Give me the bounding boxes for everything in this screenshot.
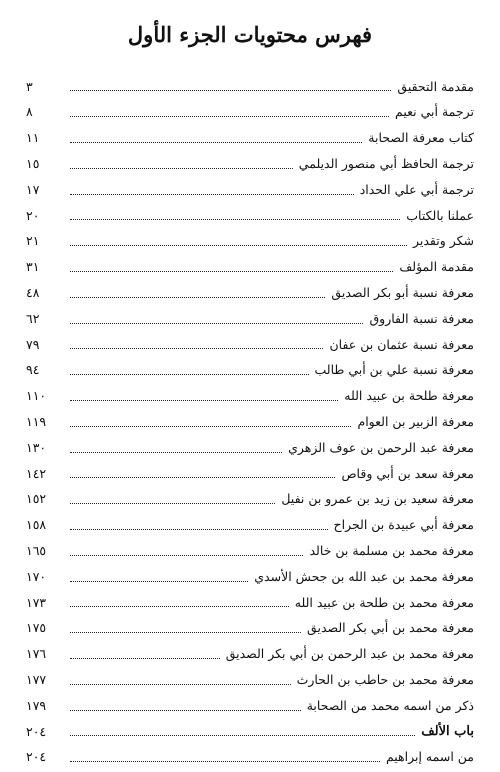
- toc-entry-page-number: ٢٠٤: [26, 723, 47, 739]
- toc-entry-page-number: ٢٠: [26, 207, 40, 223]
- toc-entry-label: معرفة عبد الرحمن بن عوف الزهري: [288, 439, 474, 455]
- toc-entry-label: شكر وتقدير: [412, 233, 474, 249]
- dot-leader: [70, 297, 325, 298]
- toc-entry: [26, 229, 474, 255]
- toc-entry-label: عملنا بالكتاب: [406, 207, 474, 223]
- toc-entry-page-number: ٤٨: [26, 285, 40, 301]
- toc-entry-page-number: ١٧: [26, 181, 40, 197]
- toc-entry-label: معرفة محمد بن عبد الله بن جحش الأسدي: [254, 568, 474, 584]
- toc-entry-page-number: ١٥: [26, 156, 40, 172]
- toc-entry: [26, 74, 474, 100]
- toc-entry-page-number: ١٧٦: [26, 646, 47, 662]
- toc-entry: [26, 667, 474, 693]
- dot-leader: [70, 658, 220, 659]
- dot-leader: [70, 90, 391, 91]
- dot-leader: [70, 632, 301, 633]
- toc-entry: [26, 693, 474, 719]
- toc-entry-page-number: ٢٠٤: [26, 749, 47, 765]
- dot-leader: [70, 323, 363, 324]
- toc-entry-label: مقدمة التحقيق: [397, 78, 474, 94]
- dot-leader: [70, 684, 291, 685]
- dot-leader: [70, 503, 275, 504]
- toc-entry-page-number: ١١٩: [26, 414, 47, 429]
- dot-leader: [70, 581, 248, 582]
- toc-entry: [26, 564, 474, 590]
- toc-entry-label: معرفة محمد بن أبي بكر الصديق: [307, 620, 474, 636]
- toc-entry: [26, 513, 474, 539]
- toc-entry-page-number: ١٥٨: [26, 517, 47, 533]
- toc-entry-page-number: ٩٤: [26, 362, 40, 378]
- dot-leader: [70, 735, 415, 736]
- toc-entry-label: معرفة محمد بن عبد الرحمن بن أبي بكر الصديق: [225, 646, 474, 662]
- toc-entry-label: كتاب معرفة الصحابة: [368, 130, 474, 146]
- toc-entry-page-number: ١١٠: [26, 388, 47, 404]
- dot-leader: [70, 426, 351, 427]
- toc-entry: [26, 384, 474, 410]
- toc-entry-label: باب الألف: [421, 724, 474, 740]
- toc-entry-page-number: ٢١: [26, 233, 40, 249]
- toc-entry: [26, 177, 474, 203]
- dot-leader: [70, 116, 389, 117]
- dot-leader: [70, 710, 301, 711]
- toc-entry-label: معرفة طلحة بن عبيد الله: [344, 388, 474, 404]
- toc-entry: [26, 255, 474, 281]
- toc-entry-page-number: ١٧٠: [26, 568, 47, 584]
- toc-entry: [26, 332, 474, 358]
- toc-entry: [26, 616, 474, 642]
- toc-entry-label: معرفة محمد بن حاطب بن الحارث: [296, 671, 474, 687]
- toc-entry: [26, 487, 474, 513]
- toc-entry-page-number: ١٤٢: [26, 465, 47, 481]
- toc-entry-label: ترجمة أبي نعيم: [395, 104, 474, 120]
- toc-entry: [26, 745, 474, 771]
- toc-entry-label: معرفة سعيد بن زيد بن عمرو بن نفيل: [281, 491, 474, 507]
- toc-entry-page-number: ١٥٢: [26, 491, 47, 507]
- toc-entry-label: معرفة محمد بن مسلمة بن خالد: [309, 542, 474, 558]
- toc-entry-page-number: ١١: [26, 130, 40, 146]
- toc-entry-label: معرفة الزبير بن العوام: [357, 414, 474, 429]
- toc-entry: [26, 538, 474, 564]
- toc-entry: [26, 435, 474, 461]
- toc-entry-label: معرفة نسبة الفاروق: [369, 310, 474, 326]
- toc-entry-page-number: ٧٩: [26, 336, 40, 352]
- toc-entry-page-number: ١٣٠: [26, 439, 47, 455]
- toc-entry: [26, 590, 474, 616]
- toc-entry: [26, 151, 474, 177]
- dot-leader: [70, 194, 354, 195]
- toc-entry-page-number: ١٧٣: [26, 594, 47, 610]
- toc-entry: [26, 126, 474, 152]
- toc-entry: [26, 306, 474, 332]
- toc-entry-label: معرفة محمد بن طلحة بن عبيد الله: [294, 594, 474, 610]
- dot-leader: [70, 452, 282, 453]
- toc-entry-label: ترجمة الحافظ أبي منصور الديلمي: [298, 156, 474, 172]
- toc-entry-page-number: ١٧٩: [26, 697, 47, 713]
- toc-entry-page-number: ١٧٧: [26, 671, 47, 687]
- toc-entry: [26, 280, 474, 306]
- toc-entry-page-number: ٦٢: [26, 310, 40, 326]
- toc-entry: [26, 719, 474, 745]
- toc-entry: [26, 358, 474, 384]
- page-title: فهرس محتويات الجزء الأول: [127, 22, 373, 47]
- dot-leader: [70, 606, 289, 607]
- toc-entry: [26, 461, 474, 487]
- toc-entry-label: ذكر من اسمه محمد من الصحابة: [306, 697, 474, 713]
- toc-entry: [26, 203, 474, 229]
- toc-entry-label: معرفة أبي عبيدة بن الجراح: [333, 517, 474, 533]
- dot-leader: [70, 245, 407, 246]
- toc-entry-page-number: ٨: [26, 104, 33, 120]
- dot-leader: [70, 374, 309, 375]
- dot-leader: [70, 168, 293, 169]
- dot-leader: [70, 477, 335, 478]
- dot-leader: [70, 271, 393, 272]
- toc-entry: [26, 409, 474, 435]
- toc-entry-label: معرفة نسبة علي بن أبي طالب: [314, 362, 474, 378]
- toc-entry: [26, 100, 474, 126]
- toc-entry-label: ترجمة أبي علي الحداد: [359, 181, 474, 197]
- toc-entry-label: معرفة نسبة أبو بكر الصديق: [331, 285, 474, 301]
- toc-entry: [26, 642, 474, 668]
- toc-entry-page-number: ١٦٥: [26, 542, 47, 558]
- table-of-contents: [26, 74, 474, 771]
- toc-entry-page-number: ١٧٥: [26, 620, 47, 636]
- dot-leader: [70, 219, 400, 220]
- toc-entry-label: معرفة نسبة عثمان بن عفان: [329, 336, 474, 352]
- dot-leader: [70, 400, 338, 401]
- dot-leader: [70, 555, 303, 556]
- dot-leader: [70, 348, 323, 349]
- toc-entry-label: مقدمة المؤلف: [399, 259, 474, 275]
- toc-entry-page-number: ٣١: [26, 259, 40, 275]
- toc-entry-label: من اسمه إبراهيم: [385, 749, 474, 765]
- dot-leader: [70, 761, 380, 762]
- dot-leader: [70, 142, 362, 143]
- dot-leader: [70, 529, 328, 530]
- toc-entry-label: معرفة سعد بن أبي وقاص: [341, 465, 474, 481]
- toc-entry-page-number: ٣: [26, 78, 33, 94]
